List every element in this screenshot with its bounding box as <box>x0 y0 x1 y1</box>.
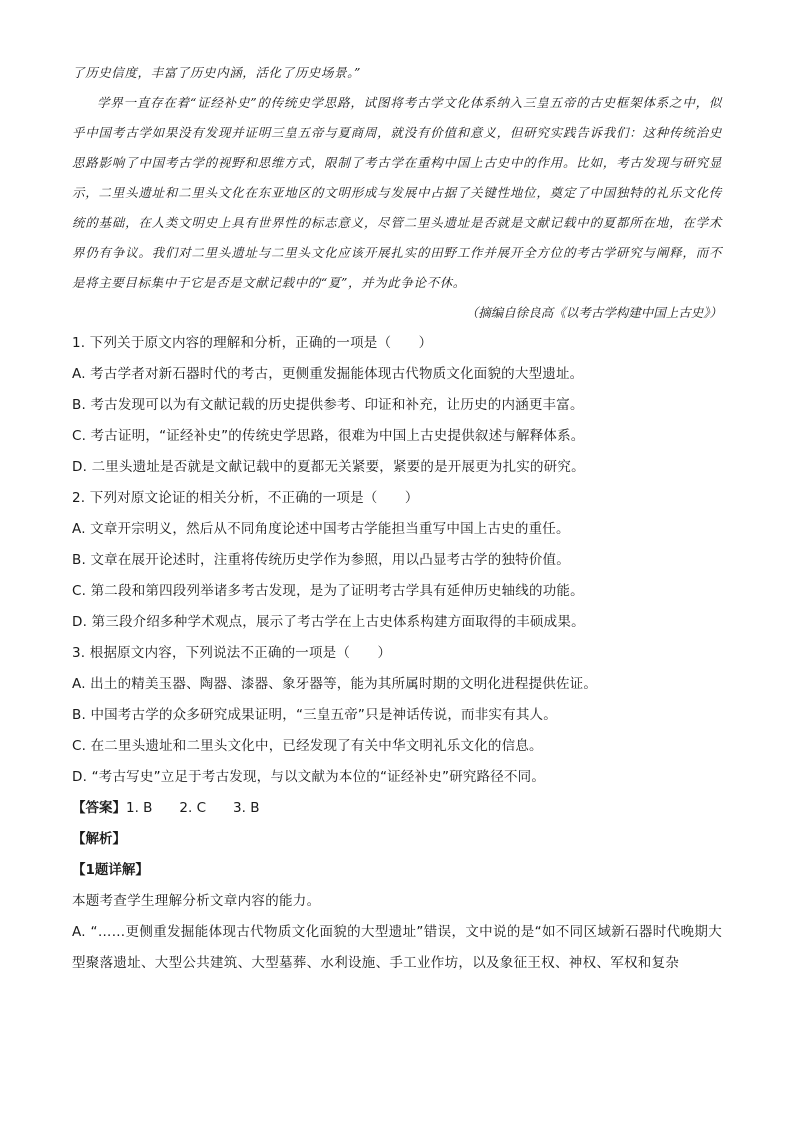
passage-paragraph-1: 了历史信度，丰富了历史内涵，活化了历史场景。” <box>72 65 361 80</box>
answer-line <box>72 793 722 824</box>
question-option: D. 二里头遗址是否就是文献记载中的夏都无关紧要，紧要的是开展更为扎实的研究。 <box>72 459 585 475</box>
question-option: B. 考古发现可以为有文献记载的历史提供参考、印证和补充，让历史的内涵更丰富。 <box>72 397 584 413</box>
question-option: C. 在二里头遗址和二里头文化中，已经发现了有关中华文明礼乐文化的信息。 <box>72 738 543 754</box>
analysis-label: 【解析】 <box>72 831 126 847</box>
question-option: C. 考古证明，“证经补史”的传统史学思路，很难为中国上古史提供叙述与解释体系。 <box>72 428 585 444</box>
question-option: B. 中国考古学的众多研究成果证明，“三皇五帝”只是神话传说，而非实有其人。 <box>72 707 557 723</box>
detail-heading <box>72 855 722 886</box>
question-stem: 3. 根据原文内容，下列说法不正确的一项是（ ） <box>72 645 392 661</box>
analysis-intro: 本题考查学生理解分析文章内容的能力。 <box>72 893 321 909</box>
analysis-option-a: A. “……更侧重发掘能体现古代物质文化面貌的大型遗址”错误，文中说的是“如不同区域新石器时代晚期大型聚落遗址、大型公共建筑、大型墓葬、水利设施、手工业作坊，以及象征王权、神权、军权和复杂 <box>72 924 722 971</box>
question-option: B. 文章在展开论述时，注重将传统历史学作为参照，用以凸显考古学的独特价值。 <box>72 552 570 568</box>
question-stem: 1. 下列关于原文内容的理解和分析，正确的一项是（ ） <box>72 335 433 351</box>
question-1 <box>72 328 722 483</box>
answer-label: 【答案】 <box>72 800 126 816</box>
question-stem: 2. 下列对原文论证的相关分析，不正确的一项是（ ） <box>72 490 419 506</box>
question-2 <box>72 483 722 638</box>
document-page <box>72 58 722 979</box>
question-option: A. 出土的精美玉器、陶器、漆器、象牙器等，能为其所属时期的文明化进程提供佐证。 <box>72 676 598 692</box>
analysis-heading <box>72 824 722 855</box>
question-option: D. “考古写史”立足于考古发现，与以文献为本位的“证经补史”研究路径不同。 <box>72 769 546 785</box>
passage-paragraph-2: 学界一直存在着“证经补史”的传统史学思路，试图将考古学文化体系纳入三皇五帝的古史框架体系之中，似乎中国考古学如果没有发现并证明三皇五帝与夏商周，就没有价值和意义，但研究实践告诉我们：这种传统治史思路影响了中国考古学的视野和思维方式，限制了考古学在重构中国上古史中的作用。比如，考古发现与研究显示，二里头遗址和二里头文化在东亚地区的文明形成与发展中占据了关键性地位，奠定了中国独特的礼乐文化传统的基础，在人类文明史上具有世界性的标志意义，尽管二里头遗址是否就是文献记载中的夏都所在地，在学术界仍有争议。我们对二里头遗址与二里头文化应该开展扎实的田野工作并展开全方位的考古学研究与阐释，而不是将主要目标集中于它是否是文献记载中的“夏”，并为此争论不休。 <box>72 95 722 290</box>
question-option: A. 考古学者对新石器时代的考古，更侧重发掘能体现古代物质文化面貌的大型遗址。 <box>72 366 584 382</box>
detail-label: 【1题详解】 <box>72 862 149 878</box>
question-option: C. 第二段和第四段列举诸多考古发现，是为了证明考古学具有延伸历史轴线的功能。 <box>72 583 584 599</box>
question-option: D. 第三段介绍多种学术观点，展示了考古学在上古史体系构建方面取得的丰硕成果。 <box>72 614 585 630</box>
question-option: A. 文章开宗明义，然后从不同角度论述中国考古学能担当重写中国上古史的重任。 <box>72 521 570 537</box>
answer-values: 1. B 2. C 3. B <box>126 800 260 816</box>
passage-source: （摘编自徐良高《以考古学构建中国上古史》） <box>465 305 722 320</box>
question-3 <box>72 638 722 793</box>
